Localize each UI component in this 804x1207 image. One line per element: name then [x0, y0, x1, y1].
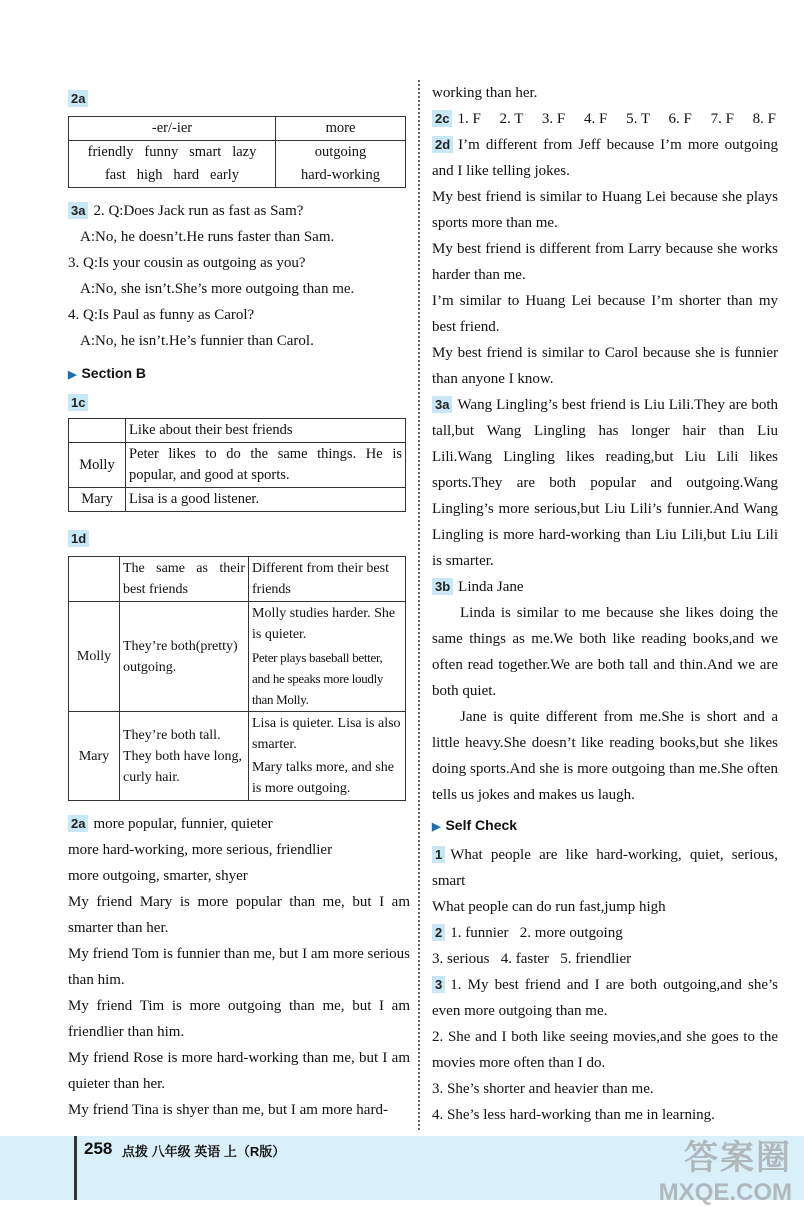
- column-divider: [418, 80, 420, 1130]
- question-line: 4. Q:Is Paul as funny as Carol?: [68, 307, 255, 323]
- answer-line: What people are like hard-working, quiet, serious, smart: [432, 847, 778, 889]
- question-line: 2. Q:Does Jack run as fast as Sam?: [93, 203, 304, 219]
- table-header-more: more: [276, 117, 406, 141]
- row-name: Mary: [69, 488, 126, 512]
- table-header-er: -er/-ier: [69, 117, 276, 141]
- paragraph: Jane is quite different from me.She is short and a little heavy.She doesn’t like reading books,but she likes doing sports.And she is more outgoing than me.She often tells us jokes and makes us laugh.: [432, 709, 778, 803]
- word-list: more outgoing, smarter, shyer: [68, 868, 248, 884]
- answer-line: 4. She’s less hard-working than me in learning.: [432, 1107, 715, 1123]
- answer-line: 2. She and I both like seeing movies,and she goes to the movies more often than I do.: [432, 1029, 778, 1071]
- footer-divider: [74, 1136, 77, 1200]
- page-number: 258: [84, 1139, 113, 1158]
- answer-key: 1. F 2. T 3. F 4. F 5. T 6. F 7. F 8. F: [457, 111, 777, 127]
- table-header: The same as their best friends: [120, 557, 249, 602]
- paragraph: My best friend is similar to Huang Lei because she plays sports more than me.: [432, 189, 778, 231]
- table-cell: Lisa is quieter. Lisa is also smarter.: [249, 712, 406, 757]
- paragraph: My friend Tina is shyer than me, but I am more hard-: [68, 1102, 388, 1118]
- paragraph: Wang Lingling’s best friend is Liu Lili.They are both tall,but Wang Lingling has longer hair than Liu Lili.Wang Lingling likes reading,but Liu Lili likes sports.They are both popular and outgoing.Wang Lingling’s more serious,but Liu Lili’s funnier.And Wang Lingling is more hard-working than Liu Lili,but Liu Lili is smarter.: [432, 397, 778, 569]
- triangle-icon: ▶: [432, 821, 441, 833]
- section-heading: ▶ Section B: [68, 365, 147, 381]
- question-line: 3. Q:Is your cousin as outgoing as you?: [68, 255, 306, 271]
- book-title: 点拨 八年级 英语 上（R版）: [122, 1144, 286, 1159]
- row-name: Molly: [69, 443, 126, 488]
- table-cell: fast high hard early: [69, 164, 276, 188]
- table-2a: [68, 116, 406, 188]
- paragraph: My friend Rose is more hard-working than me, but I am quieter than her.: [68, 1050, 410, 1092]
- table-cell: outgoing: [276, 141, 406, 165]
- word-list: more popular, funnier, quieter: [93, 816, 273, 832]
- word-list: more hard-working, more serious, friendlier: [68, 842, 333, 858]
- table-header: Like about their best friends: [126, 419, 406, 443]
- answer-line: 1. funnier 2. more outgoing: [450, 925, 623, 941]
- table-cell: Peter likes to do the same things. He is popular, and good at sports.: [126, 443, 406, 488]
- right-column: [432, 80, 778, 1128]
- table-cell: Mary talks more, and she is more outgoing.: [249, 756, 406, 801]
- table-cell: friendly funny smart lazy: [69, 141, 276, 165]
- table-cell: Peter plays baseball better, and he speaks more loudly than Molly.: [249, 646, 406, 712]
- exercise-tag-1d: 1d: [68, 530, 89, 547]
- exercise-tag-2d: 2d: [432, 136, 453, 153]
- left-column: [68, 80, 410, 1123]
- exercise-tag-1c: 1c: [68, 394, 88, 411]
- answer-line: A:No, he doesn’t.He runs faster than Sam.: [80, 229, 335, 245]
- paragraph: Linda is similar to me because she likes doing the same things as me.We both like reading books,and we often read together.We are both tall and thin.And we are both quiet.: [432, 605, 778, 699]
- paragraph: My friend Tim is more outgoing than me, but I am friendlier than him.: [68, 998, 410, 1040]
- table-cell: They’re both tall. They both have long, curly hair.: [120, 712, 249, 801]
- table-1d: [68, 556, 406, 801]
- paragraph: I’m different from Jeff because I’m more outgoing and I like telling jokes.: [432, 137, 778, 179]
- table-cell: hard-working: [276, 164, 406, 188]
- exercise-tag-sc3: 3: [432, 976, 445, 993]
- table-cell: Molly studies harder. She is quieter.: [249, 602, 406, 647]
- exercise-tag-2a: 2a: [68, 90, 88, 107]
- exercise-tag-sc2: 2: [432, 924, 445, 941]
- paragraph: My best friend is different from Larry because she works harder than me.: [432, 241, 778, 283]
- answer-line: A:No, he isn’t.He’s funnier than Carol.: [80, 333, 314, 349]
- continued-text: working than her.: [432, 85, 538, 101]
- table-cell: They’re both(pretty) outgoing.: [120, 602, 249, 712]
- exercise-tag-3b: 3b: [432, 578, 453, 595]
- watermark-logo: 答案圈 MXQE.COM: [658, 1139, 792, 1206]
- paragraph: My friend Tom is funnier than me, but I am more serious than him.: [68, 946, 410, 988]
- table-1c: [68, 418, 406, 512]
- names-line: Linda Jane: [458, 579, 524, 595]
- exercise-tag-2a-b: 2a: [68, 815, 88, 832]
- answer-line: What people can do run fast,jump high: [432, 899, 666, 915]
- exercise-tag-3a: 3a: [68, 202, 88, 219]
- table-header: Different from their best friends: [249, 557, 406, 602]
- paragraph: My best friend is similar to Carol because she is funnier than anyone I know.: [432, 345, 778, 387]
- paragraph: I’m similar to Huang Lei because I’m shorter than my best friend.: [432, 293, 778, 335]
- row-name: Molly: [69, 602, 120, 712]
- answer-line: 3. She’s shorter and heavier than me.: [432, 1081, 654, 1097]
- answer-line: 1. My best friend and I are both outgoing,and she’s even more outgoing than me.: [432, 977, 778, 1019]
- triangle-icon: ▶: [68, 369, 77, 381]
- exercise-tag-sc1: 1: [432, 846, 445, 863]
- table-cell: Lisa is a good listener.: [126, 488, 406, 512]
- section-heading: ▶ Self Check: [432, 817, 518, 833]
- paragraph: My friend Mary is more popular than me, but I am smarter than her.: [68, 894, 410, 936]
- row-name: Mary: [69, 712, 120, 801]
- exercise-tag-3a-right: 3a: [432, 396, 452, 413]
- exercise-tag-2c: 2c: [432, 110, 452, 127]
- answer-line: 3. serious 4. faster 5. friendlier: [432, 951, 632, 967]
- answer-line: A:No, she isn’t.She’s more outgoing than me.: [80, 281, 355, 297]
